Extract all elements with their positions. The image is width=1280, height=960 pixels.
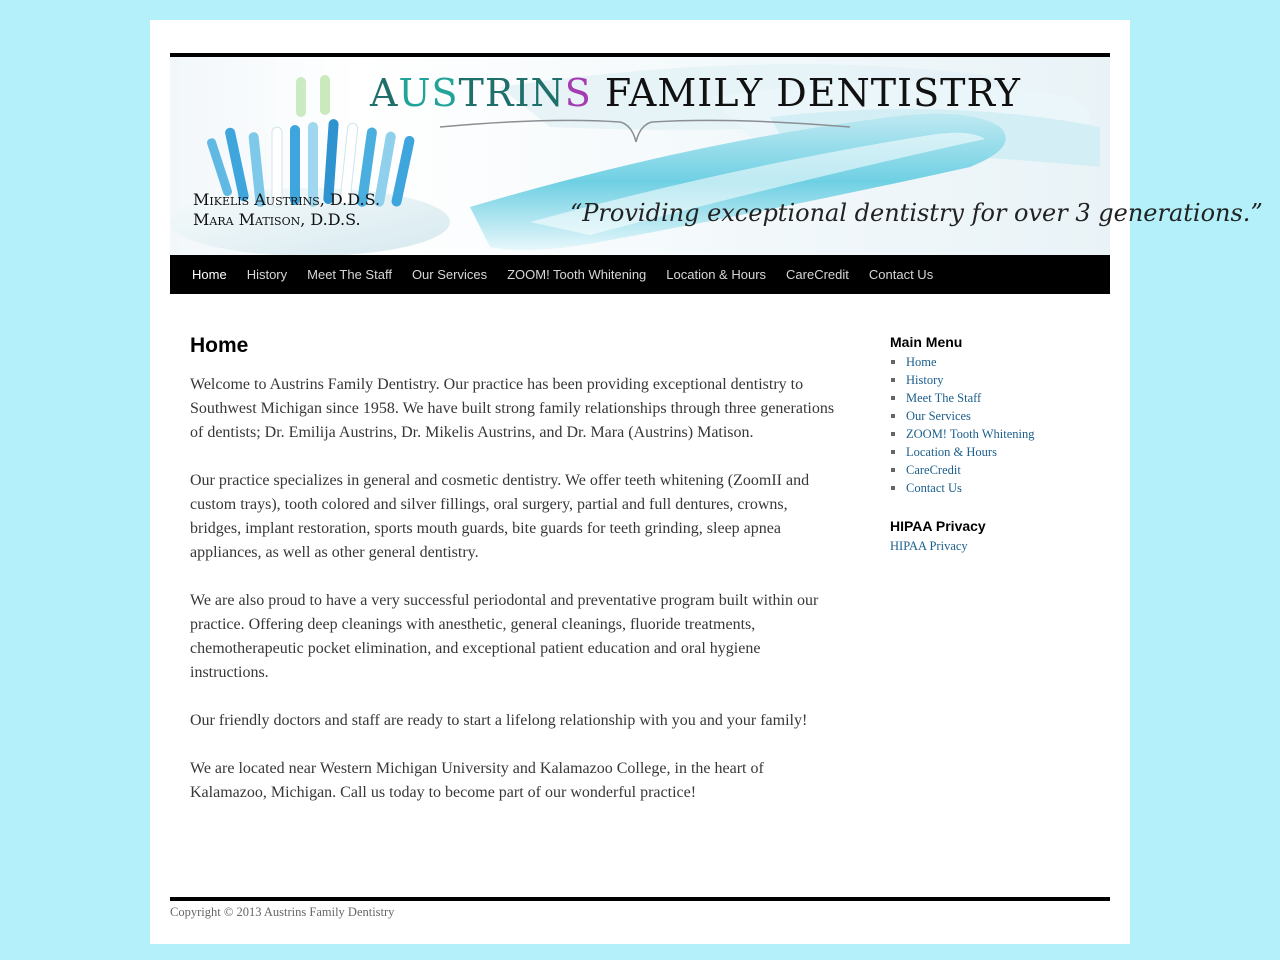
site-title-part: TRIN [458, 71, 565, 115]
page-container [150, 20, 1263, 944]
content-paragraph: Welcome to Austrins Family Dentistry. Our practice has been providing exceptional dentistry to Southwest Michigan since 1958. We have built strong family relationships through three generations of dentists; Dr. Emilija Austrins, Dr. Mikelis Austrins, and Dr. Mara (Austrins) Matison. [190, 376, 835, 441]
nav-item-our-services[interactable]: Our Services [411, 267, 488, 282]
doctor-name: Mara Matison, D.D.S. [193, 210, 361, 229]
sidebar-item-our-services[interactable]: Our Services [890, 407, 1090, 425]
nav-item-zoom-whitening[interactable]: ZOOM! Tooth Whitening [507, 267, 647, 282]
content-body [190, 373, 835, 805]
sidebar-item-zoom-whitening[interactable]: ZOOM! Tooth Whitening [890, 425, 1090, 443]
sidebar [890, 333, 1090, 555]
main-content [190, 330, 835, 829]
hipaa-privacy-link[interactable]: HIPAA Privacy [890, 539, 968, 553]
site-title[interactable] [370, 71, 1021, 115]
nav-item-meet-the-staff[interactable]: Meet The Staff [307, 267, 392, 282]
sidebar-item-home[interactable]: Home [890, 353, 1090, 371]
nav-item-contact-us[interactable]: Contact Us [868, 267, 934, 282]
nav-item-location-hours[interactable]: Location & Hours [666, 267, 767, 282]
content-paragraph: Our practice specializes in general and cosmetic dentistry. We offer teeth whitening (ZoomII and custom trays), tooth colored and silver fillings, oral surgery, partial and full dentures, crowns, bridges, implant restoration, sports mouth guards, bite guards for teeth grinding, sleep apnea appliances, as well as other general dentistry. [190, 472, 810, 561]
site-title-part: A [370, 71, 399, 115]
nav-item-history[interactable]: History [246, 267, 288, 282]
content-paragraph: We are located near Western Michigan University and Kalamazoo College, in the heart of Kalamazoo, Michigan. Call us today to become part of our wonderful practice! [190, 760, 764, 801]
hipaa-heading: HIPAA Privacy [890, 518, 986, 534]
footer-rule [170, 897, 1110, 901]
doctors-list [193, 190, 380, 230]
main-menu-list [890, 353, 1090, 497]
site-title-part: US [398, 71, 459, 115]
footer-copyright: Copyright © 2013 Austrins Family Dentistry [170, 905, 395, 919]
sidebar-item-meet-the-staff[interactable]: Meet The Staff [890, 389, 1090, 407]
content-paragraph: Our friendly doctors and staff are ready to start a lifelong relationship with you and your family! [190, 712, 808, 729]
nav-item-home[interactable]: Home [192, 267, 227, 282]
tagline: “Providing exceptional dentistry for over 3 generations.” [570, 199, 1263, 227]
doctor-name: Mikelis Austrins, D.D.S. [193, 190, 381, 209]
sidebar-item-carecredit[interactable]: CareCredit [890, 461, 1090, 479]
site-title-part: FAMILY DENTISTRY [591, 71, 1021, 115]
sidebar-item-contact-us[interactable]: Contact Us [890, 479, 1090, 497]
nav-item-carecredit[interactable]: CareCredit [786, 267, 849, 282]
content-paragraph: We are also proud to have a very successful periodontal and preventative program built within our practice. Offering deep cleanings with anesthetic, general cleanings, fluoride treatments, chemotherapeutic pocket elimination, and exceptional patient education and oral hygiene instructions. [190, 592, 819, 681]
header-banner[interactable] [170, 57, 1263, 255]
main-menu-heading: Main Menu [890, 334, 963, 350]
sidebar-item-history[interactable]: History [890, 371, 1090, 389]
main-navigation [170, 255, 1110, 294]
page-title: Home [190, 334, 249, 357]
sidebar-item-location-hours[interactable]: Location & Hours [890, 443, 1090, 461]
site-title-part: S [564, 71, 592, 115]
